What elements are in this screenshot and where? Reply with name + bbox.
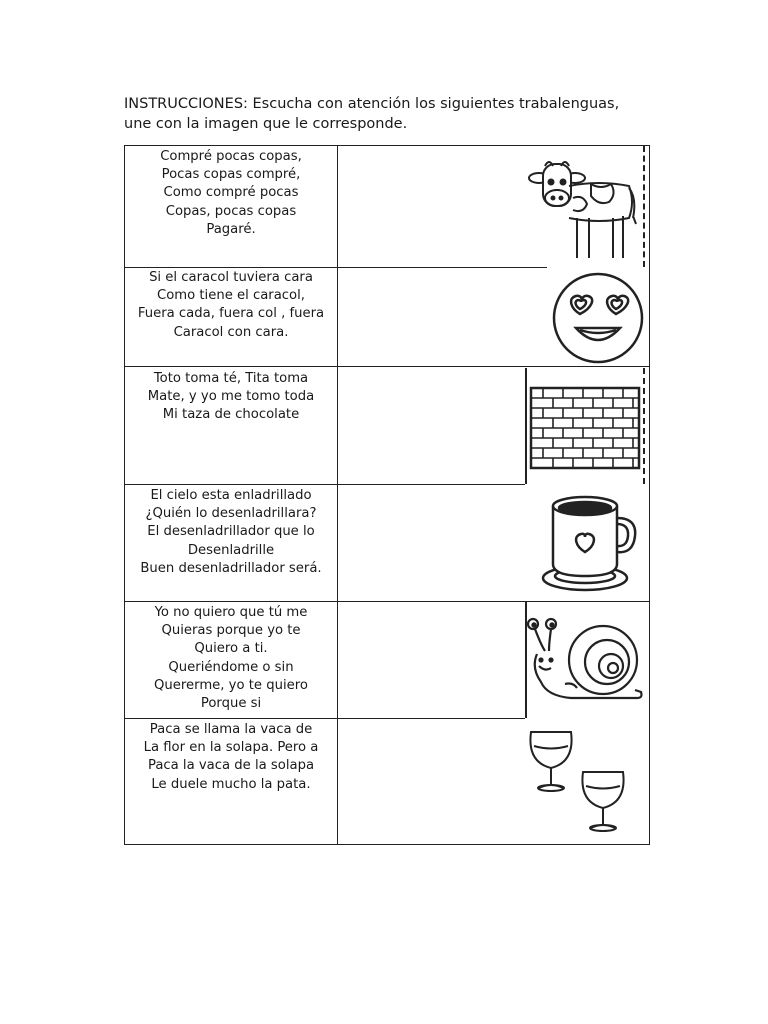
text-line: Quererme, yo te quiero [154, 677, 308, 693]
cut-line [525, 368, 527, 484]
column-divider [337, 146, 338, 844]
text-line: Toto toma té, Tita toma [153, 371, 309, 386]
text-line: La flor en la solapa. Pero a [143, 740, 319, 756]
text-line: ¿Quién lo desenladrillara? [145, 506, 317, 522]
cow-icon [513, 158, 643, 266]
text-line: Quiero a ti. [194, 641, 268, 657]
text-line: Como tiene el caracol, [157, 288, 305, 304]
text-line: El cielo esta enladrillado [150, 488, 312, 503]
instructions-text: INSTRUCCIONES: Escucha con atención los siguientes trabalenguas, une con la imagen que le corresponde. [124, 96, 620, 132]
text-line: Mate, y yo me tomo toda [147, 389, 315, 405]
matching-table [124, 145, 650, 845]
text-line: Fuera cada, fuera col , fuera [137, 306, 325, 322]
tongue-twister-5 [125, 602, 337, 713]
text-line: Yo no quiero que tú me [154, 605, 308, 620]
text-line: Paca se llama la vaca de [149, 722, 313, 737]
text-line: Si el caracol tuviera cara [149, 270, 313, 285]
coffee-cup-heart-icon [539, 494, 639, 594]
tongue-twister-2 [125, 267, 337, 342]
tongue-twister-4 [125, 485, 337, 578]
text-line: Compré pocas copas, [160, 149, 302, 164]
snail-icon [523, 614, 645, 710]
cut-line [643, 368, 645, 484]
text-line: Mi taza de chocolate [162, 407, 300, 423]
text-line: Le duele mucho la pata. [151, 776, 311, 792]
tongue-twister-6 [125, 719, 337, 794]
text-line: Quieras porque yo te [161, 623, 301, 639]
heart-eyes-emoji-icon [550, 270, 646, 366]
text-line: Desenladrille [187, 542, 275, 558]
text-line: Queriéndome o sin [168, 659, 294, 675]
text-line: Pocas copas compré, [161, 167, 301, 183]
text-line: Paca la vaca de la solapa [147, 758, 315, 774]
text-line: Buen desenladrillador será. [140, 560, 322, 576]
brick-wall-icon [529, 386, 641, 470]
tongue-twister-3 [125, 368, 337, 425]
text-line: Pagaré. [206, 221, 256, 237]
text-line: Porque si [200, 696, 262, 712]
text-line: El desenladrillador que lo [147, 524, 315, 540]
row-divider [125, 366, 649, 367]
cut-line [643, 146, 645, 267]
two-glasses-icon [525, 726, 635, 840]
tongue-twister-1 [125, 146, 337, 239]
text-line: Como compré pocas [163, 185, 299, 201]
text-line: Caracol con cara. [173, 324, 289, 340]
text-line: Copas, pocas copas [165, 203, 297, 219]
